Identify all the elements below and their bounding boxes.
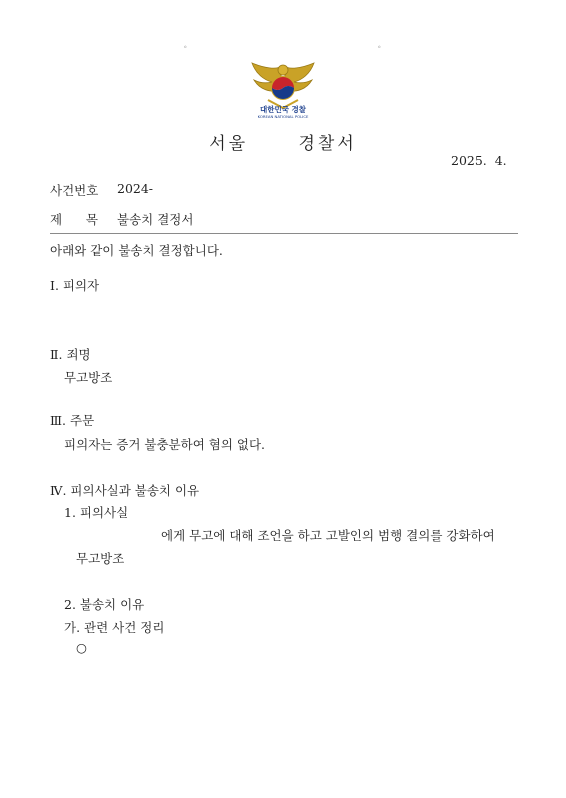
logo-text-korean: 대한민국 경찰	[259, 105, 307, 114]
section-2-title: Ⅱ. 죄명	[50, 347, 91, 362]
top-mark-left: 。	[184, 41, 191, 49]
bullet-circle: ○	[76, 640, 87, 655]
section-4-title: Ⅳ. 피의사실과 불송치 이유	[50, 483, 200, 498]
section-4-1-line2: 무고방조	[76, 551, 125, 566]
top-mark-right: 。	[378, 41, 385, 49]
case-number-label: 사건번호	[50, 183, 99, 198]
section-4-2-title: 2. 불송치 이유	[64, 597, 145, 612]
section-4-2-a: 가. 관련 사건 정리	[64, 620, 165, 635]
logo-text-english: KOREAN NATIONAL POLICE	[257, 114, 309, 119]
document-date: 2025. 4.	[451, 153, 507, 168]
eagle-emblem-icon	[246, 60, 320, 110]
section-4-1-line1: 에게 무고에 대해 조언을 하고 고발인의 범행 결의를 강화하여	[161, 528, 495, 543]
section-2-content: 무고방조	[64, 370, 113, 385]
header-divider	[50, 233, 518, 234]
subject-label: 제 목	[50, 212, 98, 227]
subject-value: 불송치 결정서	[117, 212, 194, 227]
case-number-value: 2024-	[117, 181, 154, 196]
section-3-title: Ⅲ. 주문	[50, 413, 95, 428]
intro-text: 아래와 같이 불송치 결정합니다.	[50, 243, 223, 258]
section-4-1-title: 1. 피의사실	[64, 505, 129, 520]
section-3-content: 피의자는 증거 불충분하여 혐의 없다.	[64, 437, 265, 452]
police-station-name: 서울 경찰서	[209, 134, 357, 154]
section-1-title: Ⅰ. 피의자	[50, 278, 100, 293]
police-emblem	[246, 60, 320, 122]
